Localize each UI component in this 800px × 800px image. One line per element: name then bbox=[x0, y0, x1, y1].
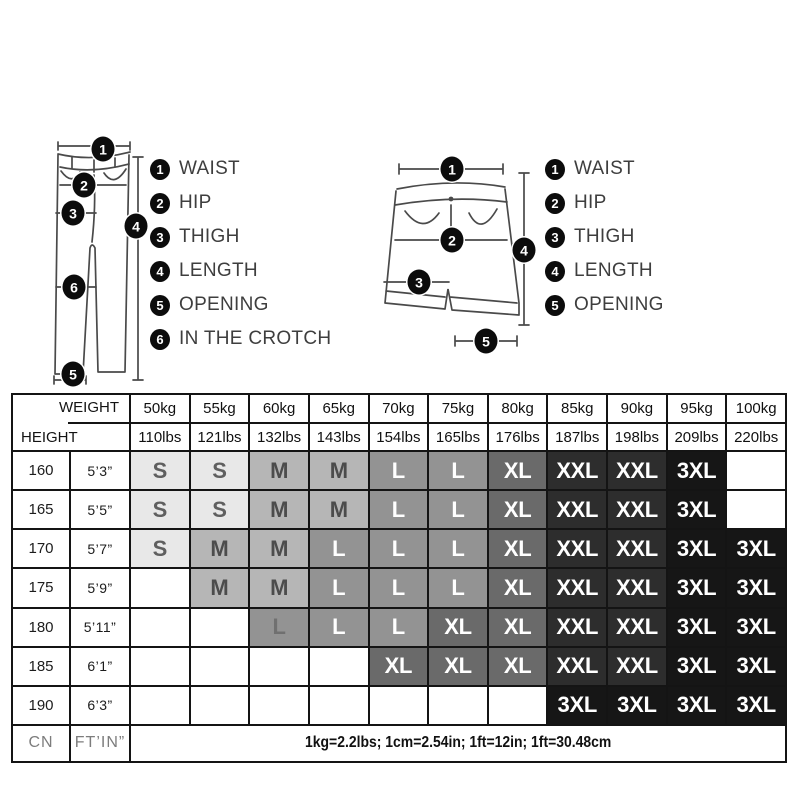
weight-lbs-cell: 132lbs bbox=[250, 424, 308, 450]
weight-lbs-cell: 176lbs bbox=[489, 424, 547, 450]
size-cell bbox=[131, 687, 189, 724]
legend-label: THIGH bbox=[179, 226, 240, 247]
legend-item-waist bbox=[150, 152, 331, 186]
size-cell: XL bbox=[489, 609, 547, 646]
pants-line-art bbox=[52, 136, 152, 386]
circled-number-icon: 4 bbox=[545, 261, 565, 282]
height-ftin-cell: 6’3” bbox=[71, 687, 129, 724]
size-cell: XL bbox=[429, 648, 487, 685]
size-cell: XXL bbox=[608, 491, 666, 528]
weight-lbs-cell: 121lbs bbox=[191, 424, 249, 450]
shorts-marker-length: 4 bbox=[513, 238, 536, 263]
pants-diagram bbox=[52, 136, 152, 386]
height-cm-cell: 160 bbox=[13, 452, 69, 489]
size-cell: 3XL bbox=[668, 491, 726, 528]
size-cell: S bbox=[191, 491, 249, 528]
height-ftin-cell: 5’3” bbox=[71, 452, 129, 489]
legend-label: THIGH bbox=[574, 226, 635, 247]
size-cell bbox=[131, 609, 189, 646]
size-cell: M bbox=[310, 491, 368, 528]
pants-marker-hip: 2 bbox=[73, 173, 96, 198]
shorts-marker-waist: 1 bbox=[441, 157, 464, 182]
corner-height-label: HEIGHT bbox=[21, 429, 78, 446]
size-cell: 3XL bbox=[727, 609, 785, 646]
legend-item-thigh bbox=[545, 220, 664, 254]
circled-number-icon: 3 bbox=[150, 227, 170, 248]
legend-item-opening bbox=[150, 288, 331, 322]
size-cell: XL bbox=[489, 452, 547, 489]
size-cell: L bbox=[429, 491, 487, 528]
size-cell: XXL bbox=[548, 530, 606, 567]
weight-kg-cell: 75kg bbox=[429, 395, 487, 422]
height-cm-cell: 170 bbox=[13, 530, 69, 567]
weight-lbs-cell: 143lbs bbox=[310, 424, 368, 450]
weight-kg-cell: 85kg bbox=[548, 395, 606, 422]
size-cell: XXL bbox=[608, 569, 666, 606]
weight-lbs-cell: 154lbs bbox=[370, 424, 428, 450]
size-cell: 3XL bbox=[727, 530, 785, 567]
size-cell bbox=[191, 687, 249, 724]
weight-lbs-cell: 220lbs bbox=[727, 424, 785, 450]
size-cell: XXL bbox=[548, 648, 606, 685]
shorts-marker-thigh: 3 bbox=[408, 270, 431, 295]
legend-label: OPENING bbox=[179, 294, 269, 315]
legend-item-hip bbox=[545, 186, 664, 220]
size-cell: 3XL bbox=[668, 530, 726, 567]
size-cell bbox=[310, 687, 368, 724]
weight-kg-cell: 60kg bbox=[250, 395, 308, 422]
shorts-marker-opening: 5 bbox=[475, 329, 498, 354]
height-cm-cell: 175 bbox=[13, 569, 69, 606]
footer-conversion-note-cell bbox=[131, 726, 785, 761]
size-cell bbox=[191, 609, 249, 646]
weight-kg-cell: 65kg bbox=[310, 395, 368, 422]
legend-label: LENGTH bbox=[574, 260, 653, 281]
height-ftin-cell: 5’11” bbox=[71, 609, 129, 646]
legend-item-thigh bbox=[150, 220, 331, 254]
legend-label: WAIST bbox=[574, 158, 635, 179]
circled-number-icon: 1 bbox=[150, 159, 170, 180]
circled-number-icon: 1 bbox=[545, 159, 565, 180]
size-cell: XL bbox=[429, 609, 487, 646]
size-cell: M bbox=[250, 530, 308, 567]
conversion-note-text: 1kg=2.2lbs; 1cm=2.54in; 1ft=12in; 1ft=30.48cm bbox=[304, 734, 612, 752]
height-cm-cell: 180 bbox=[13, 609, 69, 646]
size-chart-table bbox=[11, 393, 787, 763]
legend-label: WAIST bbox=[179, 158, 240, 179]
size-cell bbox=[429, 687, 487, 724]
size-cell bbox=[727, 491, 785, 528]
legend-item-length bbox=[545, 254, 664, 288]
size-cell: L bbox=[310, 609, 368, 646]
circled-number-icon: 6 bbox=[150, 329, 170, 350]
footer-unit-cell: FT’IN” bbox=[71, 726, 129, 761]
size-cell: XL bbox=[489, 569, 547, 606]
size-cell: XXL bbox=[548, 452, 606, 489]
legend-label: LENGTH bbox=[179, 260, 258, 281]
weight-kg-cell: 90kg bbox=[608, 395, 666, 422]
legend-label: IN THE CROTCH bbox=[179, 328, 332, 349]
weight-kg-cell: 80kg bbox=[489, 395, 547, 422]
size-cell: L bbox=[370, 491, 428, 528]
corner-divider-line bbox=[68, 422, 129, 424]
size-cell: 3XL bbox=[608, 687, 666, 724]
size-cell bbox=[250, 648, 308, 685]
legend-item-waist bbox=[545, 152, 664, 186]
legend-label: OPENING bbox=[574, 294, 664, 315]
size-cell: 3XL bbox=[727, 648, 785, 685]
pants-legend bbox=[150, 152, 331, 356]
height-ftin-cell: 5’5” bbox=[71, 491, 129, 528]
height-ftin-cell: 6’1” bbox=[71, 648, 129, 685]
size-cell: L bbox=[429, 569, 487, 606]
weight-kg-cell: 100kg bbox=[727, 395, 785, 422]
size-cell: XL bbox=[489, 648, 547, 685]
size-cell: 3XL bbox=[727, 569, 785, 606]
pants-marker-waist: 1 bbox=[92, 137, 115, 162]
size-cell: XXL bbox=[548, 569, 606, 606]
size-cell: L bbox=[370, 609, 428, 646]
size-cell: M bbox=[191, 530, 249, 567]
legend-label: HIP bbox=[179, 192, 212, 213]
size-cell: L bbox=[429, 530, 487, 567]
weight-kg-cell: 95kg bbox=[668, 395, 726, 422]
size-cell: M bbox=[250, 491, 308, 528]
size-cell bbox=[370, 687, 428, 724]
shorts-legend bbox=[545, 152, 664, 322]
height-ftin-cell: 5’9” bbox=[71, 569, 129, 606]
size-cell: M bbox=[250, 452, 308, 489]
size-cell: 3XL bbox=[727, 687, 785, 724]
size-cell: S bbox=[131, 491, 189, 528]
size-cell bbox=[489, 687, 547, 724]
size-cell: L bbox=[370, 452, 428, 489]
size-cell: XL bbox=[370, 648, 428, 685]
weight-kg-cell: 55kg bbox=[191, 395, 249, 422]
height-cm-cell: 190 bbox=[13, 687, 69, 724]
size-cell: XXL bbox=[608, 452, 666, 489]
size-cell: L bbox=[250, 609, 308, 646]
corner-weight-label: WEIGHT bbox=[59, 399, 119, 416]
weight-lbs-cell: 187lbs bbox=[548, 424, 606, 450]
circled-number-icon: 5 bbox=[150, 295, 170, 316]
legend-item-opening bbox=[545, 288, 664, 322]
size-cell: L bbox=[429, 452, 487, 489]
size-cell: XXL bbox=[548, 609, 606, 646]
weight-kg-cell: 50kg bbox=[131, 395, 189, 422]
size-cell: 3XL bbox=[668, 609, 726, 646]
size-cell bbox=[191, 648, 249, 685]
size-cell: XXL bbox=[608, 609, 666, 646]
legend-label: HIP bbox=[574, 192, 607, 213]
legend-item-in-the-crotch bbox=[150, 322, 331, 356]
weight-kg-cell: 70kg bbox=[370, 395, 428, 422]
weight-lbs-cell: 165lbs bbox=[429, 424, 487, 450]
shorts-marker-hip: 2 bbox=[441, 228, 464, 253]
size-cell: 3XL bbox=[668, 452, 726, 489]
table-corner-cell bbox=[13, 395, 129, 450]
weight-lbs-cell: 209lbs bbox=[668, 424, 726, 450]
size-cell: XXL bbox=[608, 530, 666, 567]
size-cell bbox=[131, 648, 189, 685]
pants-marker-thigh: 3 bbox=[62, 201, 85, 226]
footer-region-cell: CN bbox=[13, 726, 69, 761]
shorts-diagram bbox=[383, 145, 538, 355]
size-cell: L bbox=[310, 530, 368, 567]
size-cell: S bbox=[131, 530, 189, 567]
circled-number-icon: 4 bbox=[150, 261, 170, 282]
size-cell bbox=[250, 687, 308, 724]
size-cell: 3XL bbox=[548, 687, 606, 724]
size-cell: XXL bbox=[548, 491, 606, 528]
size-cell: S bbox=[191, 452, 249, 489]
legend-item-hip bbox=[150, 186, 331, 220]
circled-number-icon: 3 bbox=[545, 227, 565, 248]
size-cell: XXL bbox=[608, 648, 666, 685]
size-cell: M bbox=[310, 452, 368, 489]
height-ftin-cell: 5’7” bbox=[71, 530, 129, 567]
size-cell: L bbox=[370, 530, 428, 567]
legend-item-length bbox=[150, 254, 331, 288]
height-cm-cell: 185 bbox=[13, 648, 69, 685]
size-cell: 3XL bbox=[668, 687, 726, 724]
size-cell: M bbox=[191, 569, 249, 606]
circled-number-icon: 2 bbox=[545, 193, 565, 214]
pants-marker-crotch: 6 bbox=[63, 275, 86, 300]
size-cell: L bbox=[310, 569, 368, 606]
size-cell bbox=[310, 648, 368, 685]
weight-lbs-cell: 110lbs bbox=[131, 424, 189, 450]
size-cell: M bbox=[250, 569, 308, 606]
size-cell: XL bbox=[489, 530, 547, 567]
circled-number-icon: 2 bbox=[150, 193, 170, 214]
size-cell: 3XL bbox=[668, 569, 726, 606]
size-cell bbox=[131, 569, 189, 606]
pants-marker-opening: 5 bbox=[62, 362, 85, 387]
size-cell: XL bbox=[489, 491, 547, 528]
size-cell: L bbox=[370, 569, 428, 606]
circled-number-icon: 5 bbox=[545, 295, 565, 316]
size-cell bbox=[727, 452, 785, 489]
size-cell: 3XL bbox=[668, 648, 726, 685]
pants-marker-length: 4 bbox=[125, 214, 148, 239]
weight-lbs-cell: 198lbs bbox=[608, 424, 666, 450]
height-cm-cell: 165 bbox=[13, 491, 69, 528]
size-cell: S bbox=[131, 452, 189, 489]
